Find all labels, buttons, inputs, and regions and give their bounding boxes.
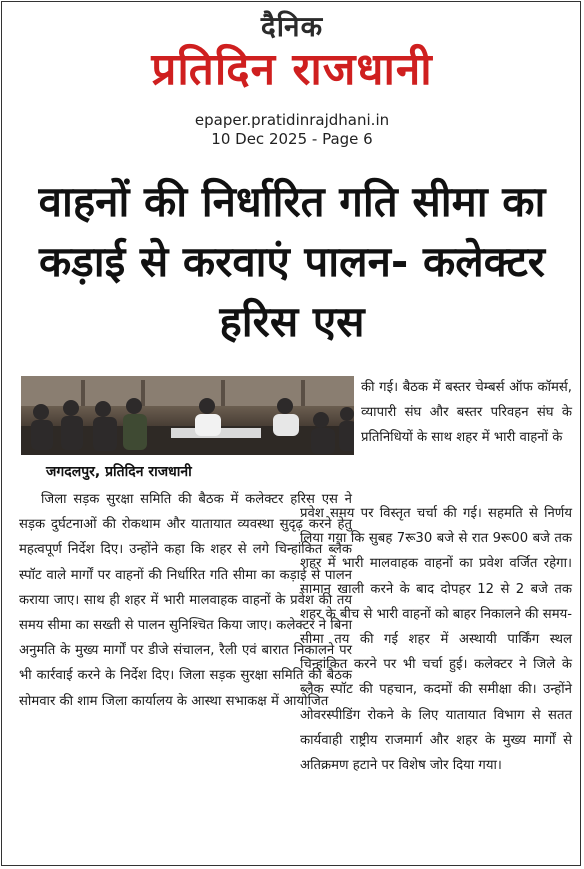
meeting-photo bbox=[21, 376, 354, 455]
masthead-title-main: प्रतिदिन राजधानी bbox=[151, 44, 433, 95]
edition-date-page: 10 Dec 2025 - Page 6 bbox=[211, 130, 373, 148]
edition-url: epaper.pratidinrajdhani.in bbox=[194, 111, 390, 129]
masthead-title-top: दैनिक bbox=[260, 10, 324, 43]
article-column-1: जिला सड़क सुरक्षा समिति की बैठक में कलेक्टर हरिस एस ने सड़क दुर्घटनाओं की रोकथाम और यातायात व्यवस्था सुदृढ़ करने हेतु महत्वपूर्ण निर्देश दिए। उन्होंने कहा कि शहर से लगे चिन्हांकित ब्लैक स्पॉट वाले मार्गों पर वाहनों की निर्धारित गति सीमा का कड़ाई से पालन कराया जाए। साथ ही शहर में भारी मालवाहक वाहनों के प्रवेश की तय समय सीमा का सख्ती से पालन सुनिश्चित किया जाए। कलेक्टर ने बिना अनुमति के मुख्य मार्गों पर डीजे संचालन, रैली एवं बारात निकालने पर भी कार्रवाई करने के निर्देश दिए। जिला सड़क सुरक्षा समिति की बैठक सोमवार की शाम जिला कार्यालय के आस्था सभाकक्ष में आयोजित bbox=[19, 492, 352, 709]
edition-info bbox=[0, 111, 584, 149]
article-headline: वाहनों की निर्धारित गति सीमा का कड़ाई से करवाएं पालन- कलेक्टर हरिस एस bbox=[38, 177, 546, 346]
article-column-2-bottom: प्रवेश समय पर विस्तृत चर्चा की गई। सहमति से निर्णय लिया गया कि सुबह 7रू30 बजे से रात 9रू00 बजे तक शहर में भारी मालवाहक वाहनों का प्रवेश वर्जित रहेगा। सामान खाली करने के बाद दोपहर 12 से 2 बजे तक शहर के बीच से भारी वाहनों को बाहर निकालने की समय-सीमा तय की गई शहर में अस्थायी पार्किंग स्थल चिन्हांकित करने पर भी चर्चा हुई। कलेक्टर ने जिले के ब्लैक स्पॉट की पहचान, कदमों की समीक्षा की। उन्होंने ओवरस्पीडिंग रोकने के लिए यातायात विभाग से सतत कार्यवाही राष्ट्रीय राजमार्ग और शहर के मुख्य मार्गों से अतिक्रमण हटाने पर विशेष जोर दिया गया। bbox=[300, 506, 572, 774]
masthead bbox=[0, 10, 584, 96]
article-dateline: जगदलपुर, प्रतिदिन राजधानी bbox=[46, 464, 192, 480]
article-column-2-top: की गई। बैठक में बस्तर चेम्बर्स ऑफ कॉमर्स, व्यापारी संघ और बस्तर परिवहन संघ के प्रतिनिधियों के साथ शहर में भारी वाहनों के bbox=[361, 380, 572, 446]
